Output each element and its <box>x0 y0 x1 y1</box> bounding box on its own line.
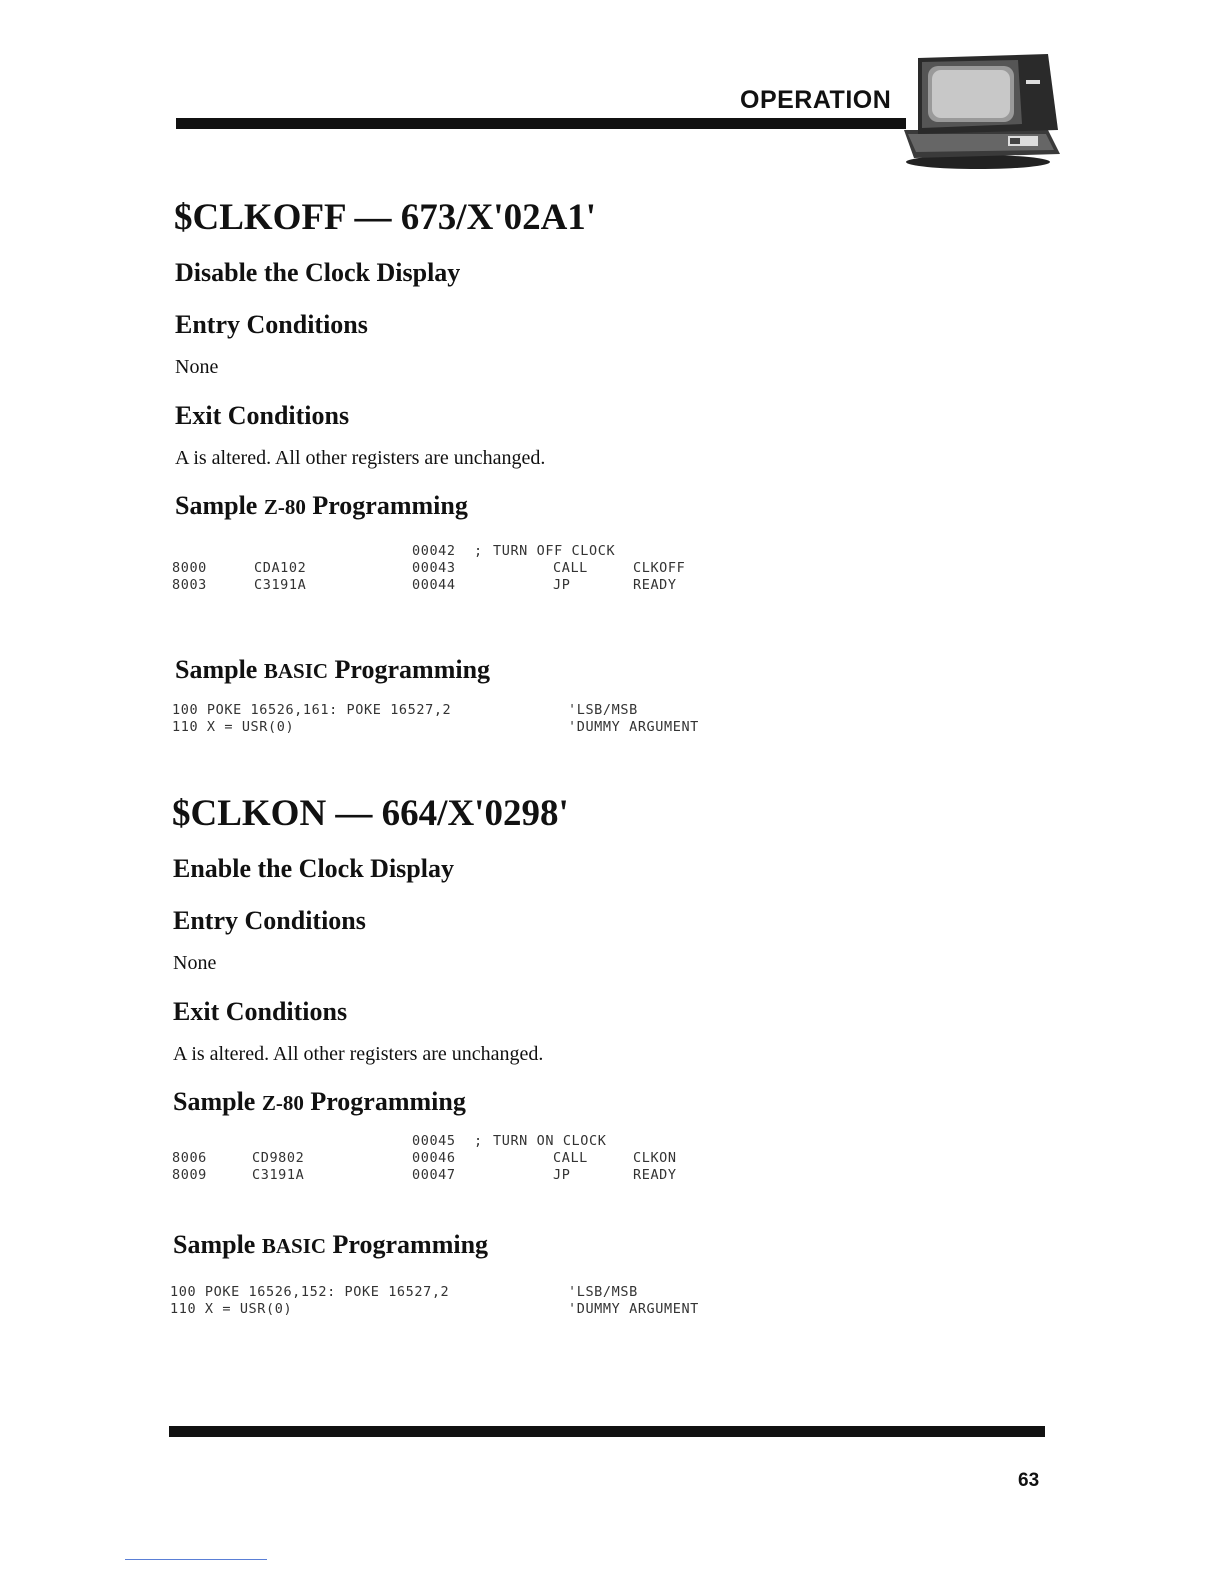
listing-line-number: 00045 <box>412 1133 456 1149</box>
z80-programming-heading <box>175 491 468 521</box>
basic-statement: 100 POKE 16526,152: POKE 16527,2 <box>170 1284 450 1300</box>
heading-part: Sample <box>173 1087 262 1116</box>
basic-statement: 100 POKE 16526,161: POKE 16527,2 <box>172 702 452 718</box>
basic-comment: 'LSB/MSB <box>568 702 638 718</box>
computer-terminal-icon <box>898 50 1066 172</box>
basic-comment: 'DUMMY ARGUMENT <box>568 719 699 735</box>
listing-line-number: 00047 <box>412 1167 456 1183</box>
heading-part: BASIC <box>261 1234 327 1258</box>
basic-listing <box>170 1284 890 1320</box>
basic-comment: 'LSB/MSB <box>568 1284 638 1300</box>
running-header: OPERATION <box>740 86 892 114</box>
listing-operand: READY <box>633 1167 677 1183</box>
page-number: 63 <box>1018 1470 1040 1491</box>
listing-opcode: CALL <box>553 560 588 576</box>
basic-statement: 110 X = USR(0) <box>170 1301 293 1317</box>
listing-line-number: 00044 <box>412 577 456 593</box>
listing-label: ; <box>474 543 483 559</box>
listing-line-number: 00043 <box>412 560 456 576</box>
entry-conditions-heading: Entry Conditions <box>173 906 366 935</box>
z80-listing <box>172 543 892 597</box>
listing-operand: CLKON <box>633 1150 677 1166</box>
footer-rule <box>169 1426 1045 1437</box>
heading-part: Sample <box>173 1230 262 1259</box>
listing-line-number: 00042 <box>412 543 456 559</box>
listing-address: 8009 <box>172 1167 207 1183</box>
listing-object-code: C3191A <box>252 1167 305 1183</box>
listing-object-code: CDA102 <box>254 560 307 576</box>
listing-opcode: JP <box>553 577 571 593</box>
listing-label: ; <box>474 1133 483 1149</box>
exit-conditions-text: A is altered. All other registers are unchanged. <box>175 447 546 469</box>
page-edge-mark <box>125 1559 267 1560</box>
basic-listing <box>172 702 892 738</box>
listing-line-number: 00046 <box>412 1150 456 1166</box>
basic-statement: 110 X = USR(0) <box>172 719 295 735</box>
entry-conditions-heading: Entry Conditions <box>175 310 368 339</box>
routine-title: $CLKOFF — 673/X'02A1' <box>174 197 597 238</box>
basic-comment: 'DUMMY ARGUMENT <box>568 1301 699 1317</box>
header-rule <box>176 118 906 129</box>
heading-part: Sample <box>175 655 264 684</box>
routine-title: $CLKON — 664/X'0298' <box>172 793 569 834</box>
heading-part: Programming <box>303 1087 466 1116</box>
heading-part: Programming <box>305 491 468 520</box>
listing-address: 8003 <box>172 577 207 593</box>
heading-part: Programming <box>326 1230 489 1259</box>
listing-object-code: C3191A <box>254 577 307 593</box>
basic-programming-heading <box>175 655 490 685</box>
basic-programming-heading <box>173 1230 488 1260</box>
entry-conditions-text: None <box>175 356 219 378</box>
routine-subtitle: Disable the Clock Display <box>175 258 461 287</box>
z80-listing <box>170 1133 890 1187</box>
heading-part: BASIC <box>263 659 329 683</box>
listing-operand: CLKOFF <box>633 560 686 576</box>
listing-opcode: JP <box>553 1167 571 1183</box>
heading-part: Programming <box>328 655 491 684</box>
listing-address: 8006 <box>172 1150 207 1166</box>
heading-part: Z-80 <box>263 495 306 519</box>
exit-conditions-text: A is altered. All other registers are unchanged. <box>173 1043 544 1065</box>
z80-programming-heading <box>173 1087 466 1117</box>
routine-subtitle: Enable the Clock Display <box>173 854 454 883</box>
exit-conditions-heading: Exit Conditions <box>175 401 350 430</box>
listing-object-code: CD9802 <box>252 1150 305 1166</box>
entry-conditions-text: None <box>173 952 217 974</box>
listing-operand: READY <box>633 577 677 593</box>
listing-address: 8000 <box>172 560 207 576</box>
listing-comment: TURN OFF CLOCK <box>493 543 616 559</box>
exit-conditions-heading: Exit Conditions <box>173 997 348 1026</box>
heading-part: Z-80 <box>261 1091 304 1115</box>
listing-opcode: CALL <box>553 1150 588 1166</box>
heading-part: Sample <box>175 491 264 520</box>
listing-comment: TURN ON CLOCK <box>493 1133 607 1149</box>
